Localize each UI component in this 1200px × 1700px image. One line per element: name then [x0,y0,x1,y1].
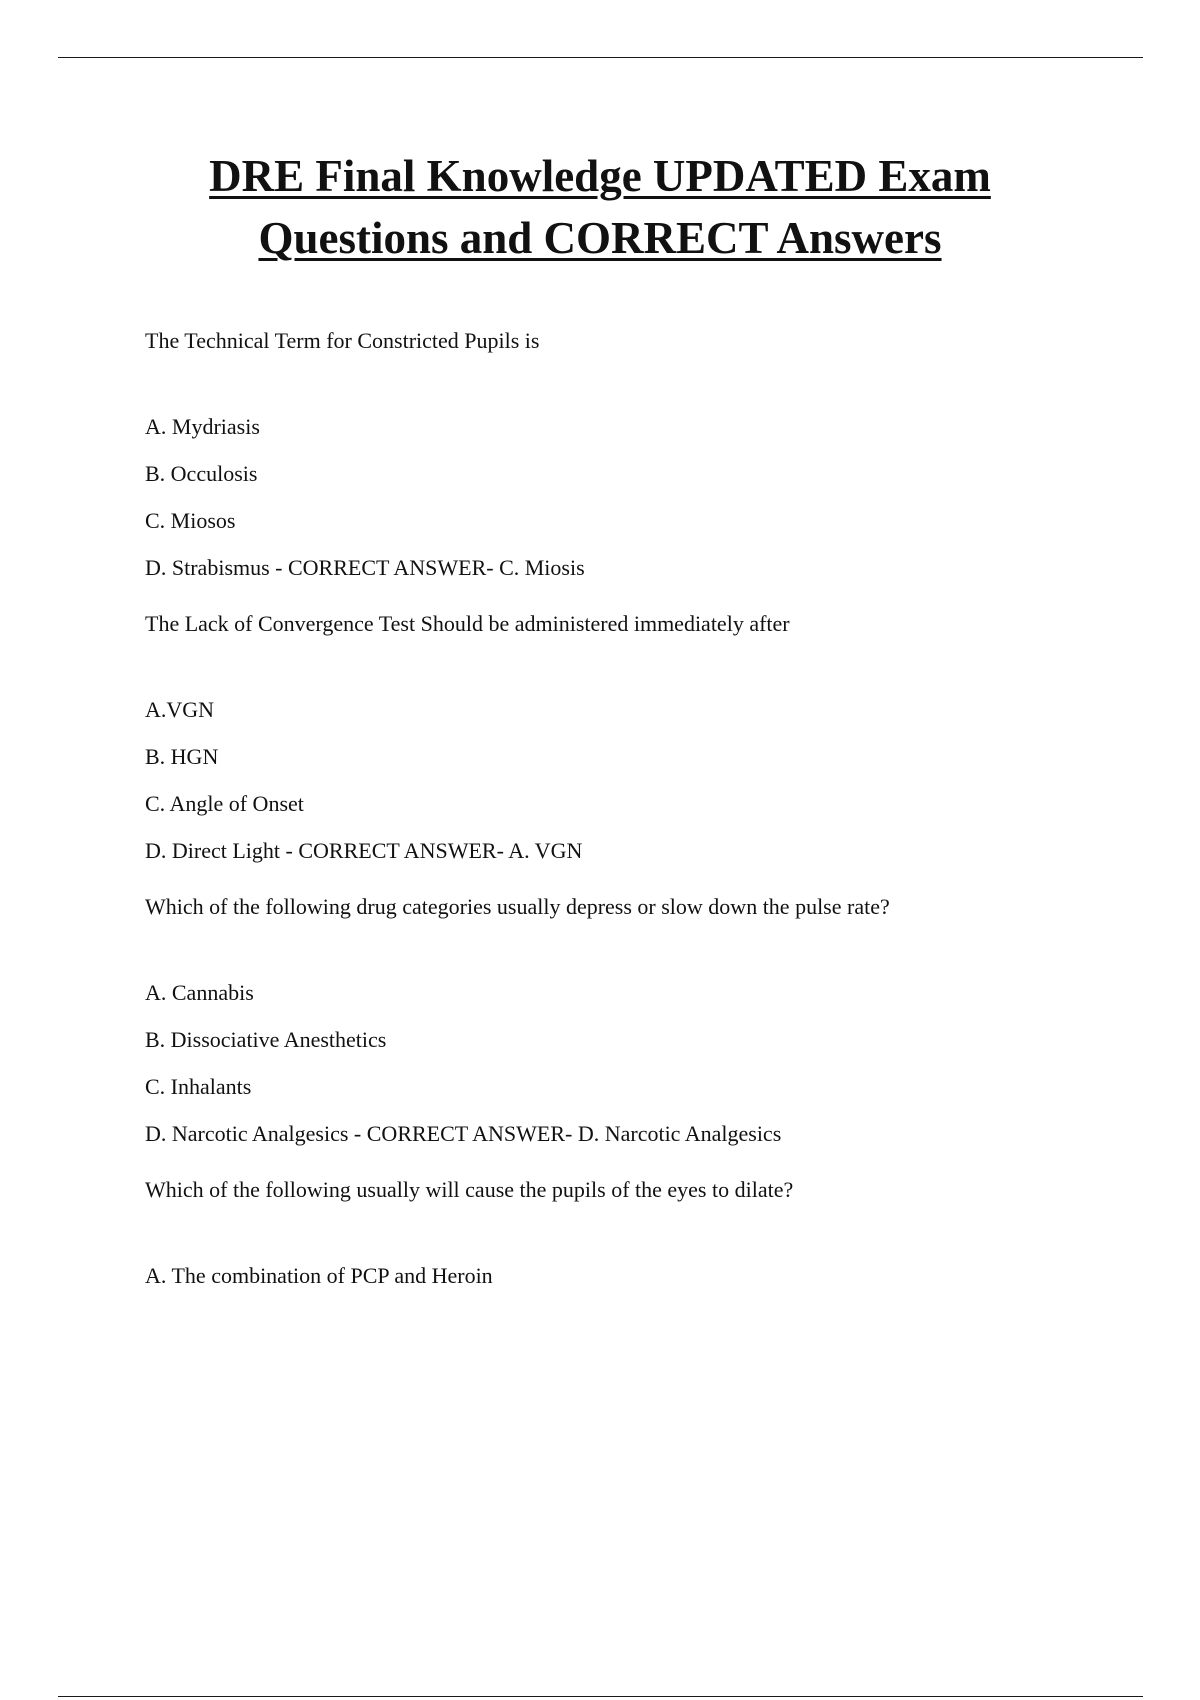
question-text: The Technical Term for Constricted Pupils is [145,328,540,353]
answer-option: C. Miosos [145,508,236,533]
answer-option: C. Angle of Onset [145,791,304,816]
answer-option: B. Occulosis [145,461,258,486]
document-title-line-2: Questions and CORRECT Answers [258,213,942,263]
question-3 [145,894,1125,1147]
bottom-rule [58,1696,1143,1697]
question-1 [145,328,1125,581]
answer-option: C. Inhalants [145,1074,252,1099]
answer-option: B. Dissociative Anesthetics [145,1027,387,1052]
question-4 [145,1177,1125,1289]
answer-option: A. The combination of PCP and Heroin [145,1263,493,1288]
document-title-line-1: DRE Final Knowledge UPDATED Exam [209,151,991,201]
answer-option: B. HGN [145,744,219,769]
answer-option-with-correct-answer: D. Direct Light - CORRECT ANSWER- A. VGN [145,838,583,863]
question-text: Which of the following drug categories usually depress or slow down the pulse rate? [145,894,890,919]
answer-option-with-correct-answer: D. Strabismus - CORRECT ANSWER- C. Miosis [145,555,585,580]
question-list [145,328,1125,1319]
document-title [0,145,1200,269]
question-text: The Lack of Convergence Test Should be administered immediately after [145,611,790,636]
answer-option-with-correct-answer: D. Narcotic Analgesics - CORRECT ANSWER- D. Narcotic Analgesics [145,1121,782,1146]
answer-option: A. Cannabis [145,980,254,1005]
question-2 [145,611,1125,864]
answer-option: A.VGN [145,697,215,722]
top-rule [58,57,1143,58]
answer-option: A. Mydriasis [145,414,260,439]
question-text: Which of the following usually will cause the pupils of the eyes to dilate? [145,1177,794,1202]
